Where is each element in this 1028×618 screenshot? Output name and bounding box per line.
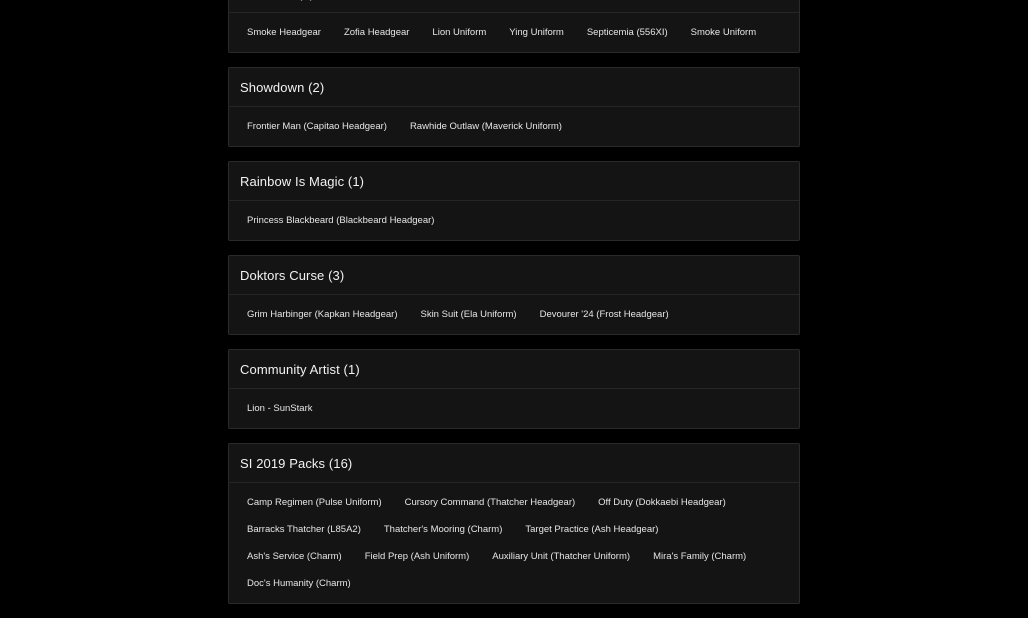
collection-item-link[interactable]: Rawhide Outlaw (Maverick Uniform) <box>409 121 562 132</box>
collection-card-header <box>229 162 799 201</box>
collection-title <box>240 0 314 1</box>
collection-list <box>228 0 800 618</box>
collection-item-link[interactable]: Ying Uniform <box>509 27 564 38</box>
collection-item-link[interactable]: Doc's Humanity (Charm) <box>247 578 351 589</box>
collection-item-link[interactable]: Frontier Man (Capitao Headgear) <box>247 121 387 132</box>
collection-card-header <box>229 256 799 295</box>
collection-items <box>229 483 799 603</box>
collection-item-link[interactable]: Smoke Uniform <box>690 27 757 38</box>
collection-item-link[interactable]: Princess Blackbeard (Blackbeard Headgear) <box>247 215 435 226</box>
collection-items <box>229 107 799 146</box>
collection-card-header <box>229 0 799 13</box>
collection-item-link[interactable]: Grim Harbinger (Kapkan Headgear) <box>247 309 398 320</box>
collection-title: Showdown (2) <box>240 79 325 95</box>
collection-item-link[interactable]: Devourer '24 (Frost Headgear) <box>539 309 669 320</box>
collection-card <box>228 0 800 53</box>
collection-item-link[interactable]: Skin Suit (Ela Uniform) <box>420 309 517 320</box>
collection-item-link[interactable]: Cursory Command (Thatcher Headgear) <box>404 497 576 508</box>
collection-item-link[interactable]: Lion - SunStark <box>247 403 313 414</box>
collection-items <box>229 201 799 240</box>
collection-item-link[interactable]: Barracks Thatcher (L85A2) <box>247 524 361 535</box>
collection-card-header <box>229 444 799 483</box>
collection-items <box>229 389 799 428</box>
collection-item-link[interactable]: Zofia Headgear <box>343 27 410 38</box>
collection-card-header <box>229 350 799 389</box>
collection-item-link[interactable]: Smoke Headgear <box>247 27 321 38</box>
collection-title: SI 2019 Packs (16) <box>240 455 353 471</box>
collection-item-link[interactable]: Field Prep (Ash Uniform) <box>364 551 470 562</box>
collection-item-link[interactable]: Ash's Service (Charm) <box>247 551 342 562</box>
collection-card <box>228 161 800 241</box>
collection-item-link[interactable]: Auxiliary Unit (Thatcher Uniform) <box>492 551 631 562</box>
collection-item-link[interactable]: Camp Regimen (Pulse Uniform) <box>247 497 382 508</box>
collection-item-link[interactable]: Off Duty (Dokkaebi Headgear) <box>598 497 726 508</box>
collection-card <box>228 443 800 604</box>
collection-title: Community Artist (1) <box>240 361 360 377</box>
collection-item-link[interactable]: Mira's Family (Charm) <box>653 551 747 562</box>
collection-title: Rainbow Is Magic (1) <box>240 173 365 189</box>
collection-item-link[interactable]: Lion Uniform <box>432 27 487 38</box>
collection-item-link[interactable]: Thatcher's Mooring (Charm) <box>383 524 503 535</box>
collection-title: Doktors Curse (3) <box>240 267 345 283</box>
collection-card-header <box>229 68 799 107</box>
collection-items <box>229 13 799 52</box>
collection-item-link[interactable]: Target Practice (Ash Headgear) <box>525 524 659 535</box>
collection-items <box>229 295 799 334</box>
collection-item-link[interactable]: Septicemia (556XI) <box>586 27 668 38</box>
collection-card <box>228 255 800 335</box>
collection-card <box>228 349 800 429</box>
collection-card <box>228 67 800 147</box>
